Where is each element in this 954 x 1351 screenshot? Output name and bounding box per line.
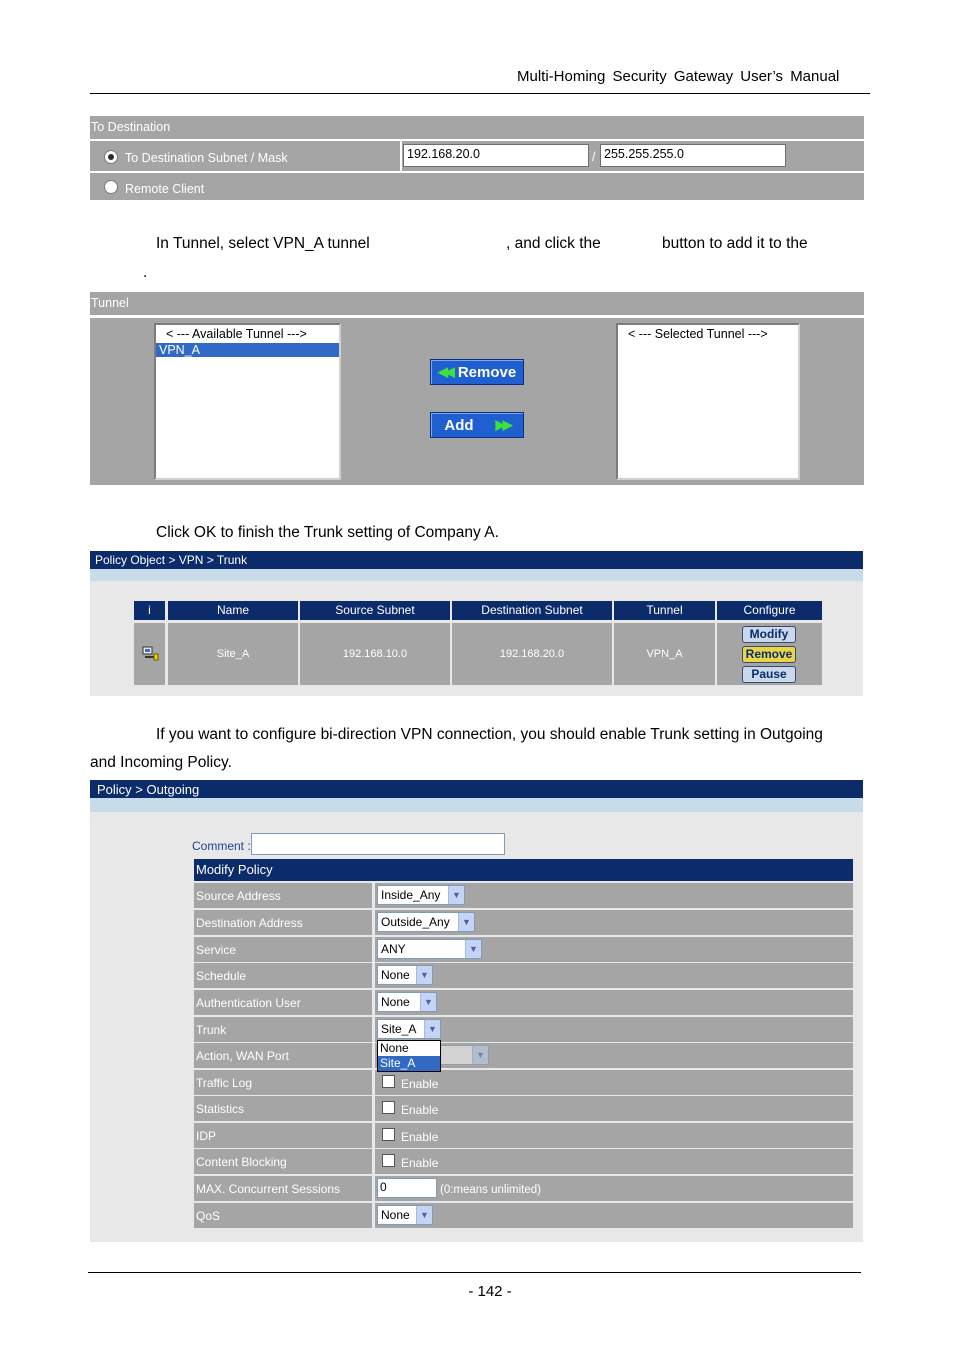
pause-button[interactable]: Pause [742, 666, 796, 683]
tunnel-header [90, 292, 864, 315]
to-destination-header [90, 116, 864, 139]
modify-button[interactable]: Modify [742, 626, 796, 643]
action-wan-cell [375, 1043, 853, 1068]
trunk-select[interactable] [377, 1019, 441, 1039]
qos-select[interactable] [377, 1205, 433, 1225]
auth-user-label: Authentication User [194, 990, 372, 1015]
tunnel-title: Tunnel [91, 296, 129, 310]
statistics-checkbox[interactable] [382, 1101, 395, 1114]
instruction-text-1c: button to add it to the [662, 235, 808, 252]
statistics-cell [375, 1096, 853, 1121]
page-number: - 142 - [468, 1283, 512, 1300]
schedule-select[interactable] [377, 965, 433, 985]
traffic-log-cell [375, 1070, 853, 1095]
to-destination-title: To Destination [91, 120, 171, 134]
destination-subnet-input[interactable]: 192.168.20.0 [403, 144, 589, 167]
trunk-row-configure [717, 623, 822, 685]
col-configure: Configure [717, 601, 822, 620]
available-tunnel-header: < --- Available Tunnel ---> [166, 327, 307, 341]
col-index: i [134, 601, 165, 620]
idp-label: IDP [194, 1123, 372, 1148]
trunk-row-source: 192.168.10.0 [300, 623, 450, 685]
destination-address-value: Outside_Any [381, 915, 450, 929]
tunnel-panel [90, 318, 864, 485]
chevron-down-icon: ▼ [424, 1020, 440, 1038]
chevron-down-icon: ▼ [448, 886, 464, 904]
trunk-row-name: Site_A [168, 623, 298, 685]
auth-user-select[interactable] [377, 992, 437, 1012]
destination-subnet-label: To Destination Subnet / Mask [125, 151, 288, 165]
col-destination-subnet: Destination Subnet [452, 601, 612, 620]
auth-user-value: None [381, 995, 410, 1009]
add-tunnel-label: Add [444, 416, 474, 434]
trunk-row-destination: 192.168.20.0 [452, 623, 612, 685]
idp-cell [375, 1123, 853, 1148]
selected-tunnel-header: < --- Selected Tunnel ---> [628, 327, 768, 341]
source-address-select[interactable] [377, 885, 465, 905]
col-source-subnet: Source Subnet [300, 601, 450, 620]
trunk-subbar [90, 569, 863, 581]
chevron-down-icon: ▼ [416, 966, 432, 984]
service-cell [375, 937, 853, 962]
footer-rule [88, 1272, 861, 1273]
trunk-network-icon [142, 645, 160, 663]
statistics-label: Statistics [194, 1096, 372, 1121]
schedule-value: None [381, 968, 410, 982]
service-select[interactable] [377, 939, 482, 959]
trunk-label: Trunk [194, 1017, 372, 1042]
col-tunnel: Tunnel [614, 601, 715, 620]
trunk-breadcrumb: Policy Object > VPN > Trunk [90, 551, 863, 569]
max-sessions-label: MAX. Concurrent Sessions [194, 1176, 372, 1201]
header-rule [90, 93, 870, 94]
comment-label: Comment : [192, 839, 251, 853]
add-tunnel-button[interactable] [430, 412, 524, 438]
destination-address-select[interactable] [377, 912, 475, 932]
remove-tunnel-label: Remove [457, 363, 517, 381]
remote-client-radio[interactable] [104, 180, 118, 194]
trunk-cell [375, 1017, 853, 1042]
idp-checkbox[interactable] [382, 1128, 395, 1141]
modify-policy-title: Modify Policy [194, 859, 853, 881]
qos-cell [375, 1203, 853, 1228]
chevron-down-icon: ▼ [458, 913, 474, 931]
instruction-text-2: Click OK to finish the Trunk setting of Company A. [156, 524, 499, 541]
source-address-label: Source Address [194, 883, 372, 908]
schedule-cell [375, 963, 853, 988]
traffic-log-label: Traffic Log [194, 1070, 372, 1095]
trunk-value: Site_A [381, 1022, 417, 1036]
trunk-dropdown-list[interactable] [377, 1040, 441, 1072]
instruction-text-3a: If you want to configure bi-direction VPN connection, you should enable Trunk setting in Outgoing [156, 726, 823, 743]
policy-breadcrumb: Policy > Outgoing [90, 780, 863, 798]
action-wan-label: Action, WAN Port [194, 1043, 372, 1068]
instruction-text-1b: , and click the [506, 235, 601, 252]
available-tunnel-item[interactable]: VPN_A [156, 343, 339, 357]
traffic-log-enable-label: Enable [401, 1077, 439, 1091]
double-left-arrow-icon: ◀◀ [437, 364, 452, 379]
destination-address-label: Destination Address [194, 910, 372, 935]
qos-label: QoS [194, 1203, 372, 1228]
instruction-text-3b: and Incoming Policy. [90, 754, 232, 771]
max-sessions-input[interactable]: 0 [377, 1178, 437, 1198]
qos-value: None [381, 1208, 410, 1222]
destination-address-cell [375, 910, 853, 935]
selected-tunnel-list[interactable] [616, 323, 800, 480]
auth-user-cell [375, 990, 853, 1015]
idp-enable-label: Enable [401, 1130, 439, 1144]
source-address-cell [375, 883, 853, 908]
remote-client-label: Remote Client [125, 182, 205, 196]
max-sessions-cell [375, 1176, 853, 1201]
max-sessions-hint: (0:means unlimited) [440, 1184, 541, 1196]
content-blocking-enable-label: Enable [401, 1156, 439, 1170]
chevron-down-icon: ▼ [472, 1046, 488, 1064]
chevron-down-icon: ▼ [416, 1206, 432, 1224]
destination-subnet-row-value [402, 141, 864, 171]
manual-title: Multi-Homing Security Gateway User’s Manual [517, 68, 840, 85]
source-address-value: Inside_Any [381, 888, 441, 902]
statistics-enable-label: Enable [401, 1103, 439, 1117]
policy-subbar [90, 798, 863, 812]
trunk-option-none[interactable]: None [380, 1041, 409, 1055]
schedule-label: Schedule [194, 963, 372, 988]
remove-tunnel-button[interactable] [430, 359, 524, 385]
subnet-mask-separator: / [592, 150, 596, 164]
col-name: Name [168, 601, 298, 620]
content-blocking-label: Content Blocking [194, 1149, 372, 1174]
trunk-row-icon-cell [134, 623, 165, 685]
trunk-row-tunnel: VPN_A [614, 623, 715, 685]
instruction-text-1d: . [143, 264, 148, 281]
chevron-down-icon: ▼ [465, 940, 481, 958]
content-blocking-cell [375, 1149, 853, 1174]
destination-subnet-row-label [90, 141, 400, 171]
traffic-log-checkbox[interactable] [382, 1075, 395, 1088]
service-label: Service [194, 937, 372, 962]
destination-mask-input[interactable]: 255.255.255.0 [600, 144, 786, 167]
destination-subnet-radio[interactable] [104, 150, 118, 164]
remove-button[interactable]: Remove [742, 646, 796, 663]
trunk-option-site-a[interactable]: Site_A [378, 1056, 440, 1071]
remote-client-row [90, 173, 864, 200]
available-tunnel-list[interactable] [154, 323, 341, 480]
comment-input[interactable] [251, 833, 505, 855]
double-right-arrow-icon: ▶▶ [495, 417, 510, 432]
instruction-text-1a: In Tunnel, select VPN_A tunnel [156, 235, 370, 252]
service-value: ANY [381, 942, 406, 956]
content-blocking-checkbox[interactable] [382, 1154, 395, 1167]
chevron-down-icon: ▼ [420, 993, 436, 1011]
